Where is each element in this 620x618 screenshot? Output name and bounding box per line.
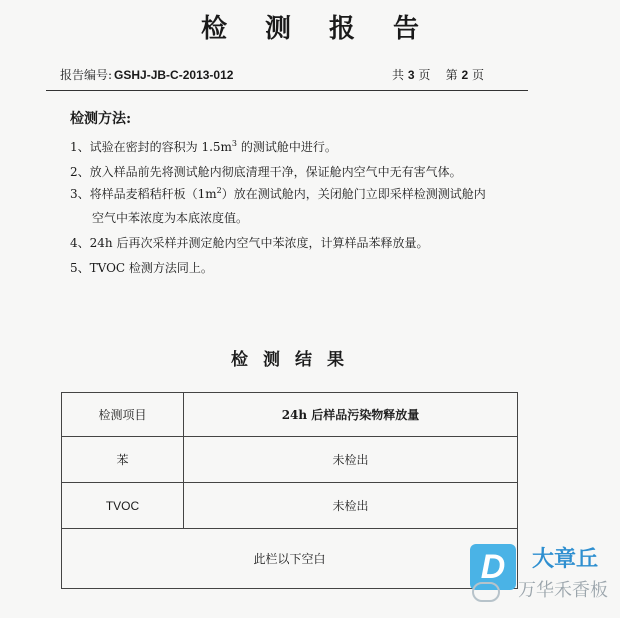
step-1-superscript: 3 <box>231 139 238 148</box>
step-3-text: 3、将样品麦稻秸秆板（1m <box>70 187 217 201</box>
page-number: 2 <box>461 68 469 82</box>
step-1-text-end: 的测试舱中进行。 <box>237 140 337 154</box>
table-row <box>62 483 518 529</box>
method-heading: 检测方法: <box>70 111 132 127</box>
method-step-5: 5、TVOC 检测方法同上。 <box>70 261 213 275</box>
page-prefix: 第 <box>445 68 458 82</box>
total-pages: 3 <box>407 68 415 82</box>
step-3-superscript: 2 <box>216 186 222 195</box>
method-step-3-continued: 空气中苯浓度为本底浓度值。 <box>92 211 249 225</box>
header-value: 24h 后样品污染物释放量 <box>184 393 518 437</box>
table-row <box>62 437 518 483</box>
report-number-value: GSHJ-JB-C-2013-012 <box>114 68 234 82</box>
chat-bubble-icon <box>472 582 500 602</box>
row-item: TVOC <box>62 483 184 529</box>
row-value: 未检出 <box>184 483 518 529</box>
report-title: 检测报告 <box>200 14 457 44</box>
step-3-text-end: ）放在测试舱内，关闭舱门立即采样检测测试舱内 <box>221 187 486 201</box>
total-prefix: 共 <box>392 68 405 82</box>
header-divider <box>46 90 528 91</box>
total-suffix: 页 <box>418 68 431 82</box>
page-info <box>392 66 484 83</box>
method-step-1 <box>70 138 337 155</box>
table-header-row <box>62 393 518 437</box>
row-item: 苯 <box>62 437 184 483</box>
method-step-4: 4、24h 后再次采样并测定舱内空气中苯浓度，计算样品苯释放量。 <box>70 236 429 250</box>
results-heading: 检测结果 <box>231 350 359 370</box>
results-table <box>61 392 518 589</box>
blank-note: 此栏以下空白 <box>62 529 518 589</box>
watermark-logo-icon: D <box>470 544 516 590</box>
page-suffix: 页 <box>472 68 485 82</box>
report-number <box>60 66 233 83</box>
method-step-3 <box>70 185 486 202</box>
row-value: 未检出 <box>184 437 518 483</box>
watermark-account: 万华禾香板 <box>518 580 608 600</box>
table-blank-row <box>62 529 518 589</box>
step-1-text: 1、试验在密封的容积为 1.5m <box>70 140 232 154</box>
header-item: 检测项目 <box>62 393 184 437</box>
watermark-brand: 大章丘 <box>532 546 599 571</box>
report-number-label: 报告编号: <box>60 68 113 82</box>
method-step-2: 2、放入样品前先将测试舱内彻底清理干净，保证舱内空气中无有害气体。 <box>70 165 462 179</box>
